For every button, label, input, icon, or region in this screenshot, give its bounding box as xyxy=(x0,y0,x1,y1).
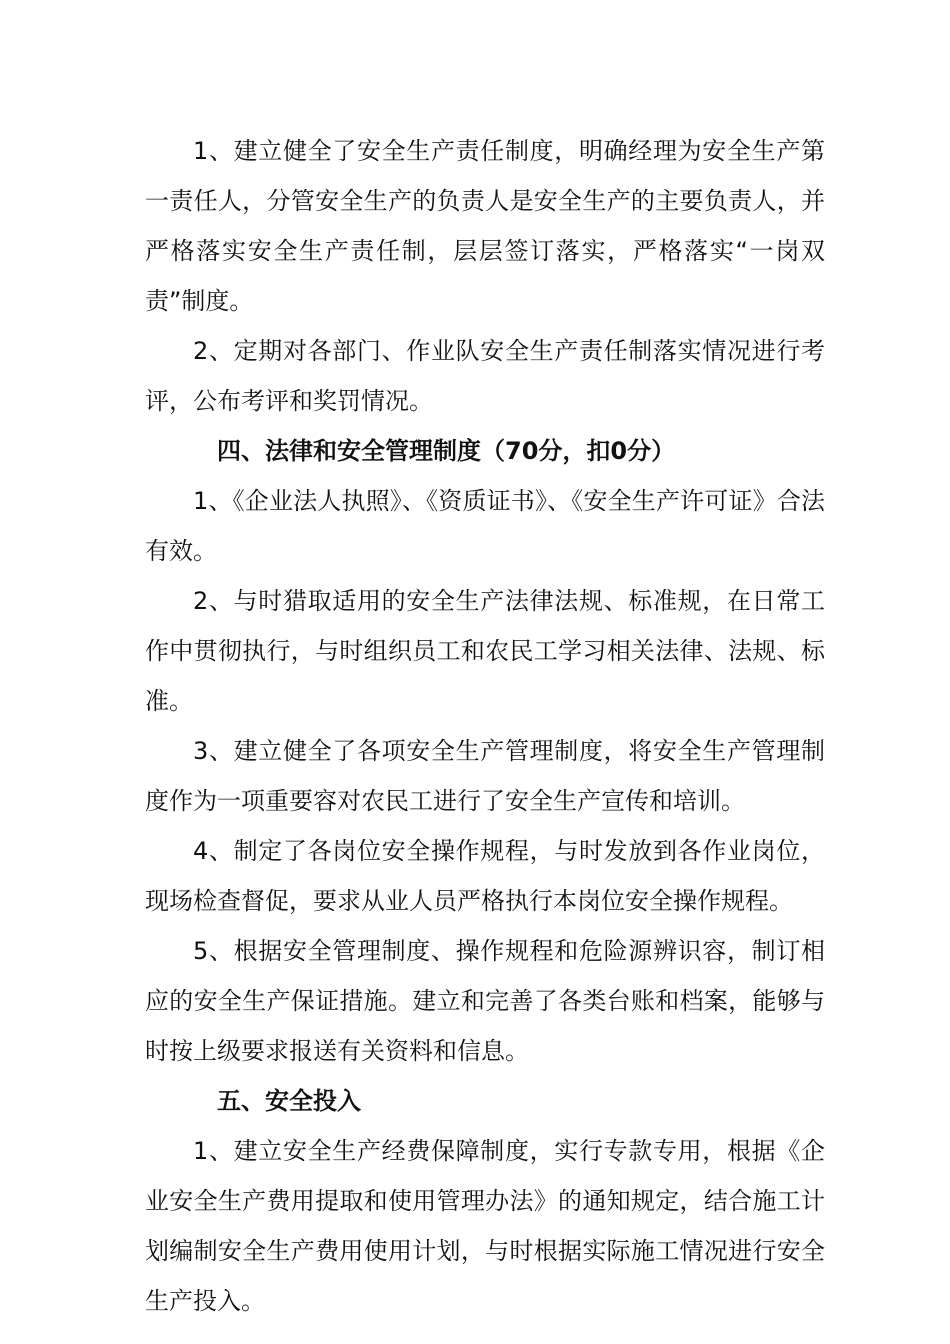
paragraph: 1、建立安全生产经费保障制度，实行专款专用，根据《企业安全生产费用提取和使用管理办法》的通知规定，结合施工计划编制安全生产费用使用计划，与时根据实际施工情况进行安全生产投入。 xyxy=(145,1137,825,1315)
document-page xyxy=(145,126,825,1326)
paragraph: 3、建立健全了各项安全生产管理制度，将安全生产管理制度作为一项重要容对农民工进行了安全生产宣传和培训。 xyxy=(145,737,825,815)
paragraph: 1、建立健全了安全生产责任制度，明确经理为安全生产第一责任人，分管安全生产的负责人是安全生产的主要负责人，并严格落实安全生产责任制，层层签订落实，严格落实“一岗双责”制度。 xyxy=(145,137,825,315)
paragraph: 2、与时猎取适用的安全生产法律法规、标准规，在日常工作中贯彻执行，与时组织员工和农民工学习相关法律、法规、标准。 xyxy=(145,587,825,715)
section-heading: 五、安全投入 xyxy=(217,1087,361,1115)
paragraph: 1、《企业法人执照》、《资质证书》、《安全生产许可证》合法有效。 xyxy=(145,487,825,565)
paragraph: 5、根据安全管理制度、操作规程和危险源辨识容，制订相应的安全生产保证措施。建立和完善了各类台账和档案，能够与时按上级要求报送有关资料和信息。 xyxy=(145,937,825,1065)
paragraph: 2、定期对各部门、作业队安全生产责任制落实情况进行考评，公布考评和奖罚情况。 xyxy=(145,337,825,415)
section-heading: 四、法律和安全管理制度（70分，扣0分） xyxy=(217,437,676,465)
paragraph: 4、制定了各岗位安全操作规程，与时发放到各作业岗位，现场检查督促，要求从业人员严格执行本岗位安全操作规程。 xyxy=(145,837,825,915)
